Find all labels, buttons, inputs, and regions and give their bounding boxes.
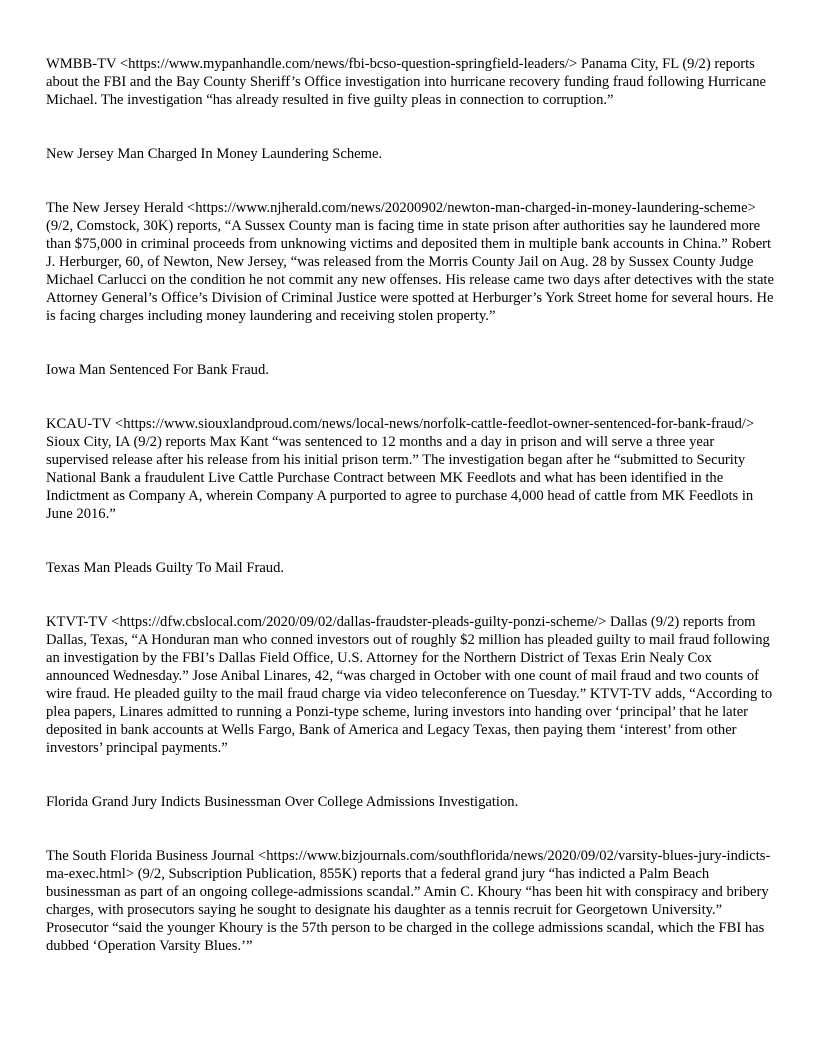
article-body-nj-money-laundering: The New Jersey Herald <https://www.njherald.com/news/20200902/newton-man-charged-in-money-laundering-scheme> (9/2, Comstock, 30K) reports, “A Sussex County man is facing time in state prison after authorities say he laundered more than $75,000 in criminal proceeds from unknowing victims and deposited them in multiple bank accounts in China.” Robert J. Herburger, 60, of Newton, New Jersey, “was released from the Morris County Jail on Aug. 28 by Sussex County Judge Michael Carlucci on the condition he not commit any new offenses. His release came two days after detectives with the state Attorney General’s Office’s Division of Criminal Justice were spotted at Herburger’s York Street home for several hours. He is facing charges including money laundering and receiving stolen property.” [46, 200, 774, 324]
headline-florida-grand-jury: Florida Grand Jury Indicts Businessman Over College Admissions Investigation. [46, 794, 519, 810]
headline-texas-mail-fraud: Texas Man Pleads Guilty To Mail Fraud. [46, 560, 285, 576]
document-page [46, 55, 774, 955]
article-body-iowa-bank-fraud: KCAU-TV <https://www.siouxlandproud.com/news/local-news/norfolk-cattle-feedlot-owner-sentenced-for-bank-fraud/> Sioux City, IA (9/2) reports Max Kant “was sentenced to 12 months and a day in prison and will serve a three year supervised release after his release from his initial prison term.” The investigation began after he “submitted to Security National Bank a fraudulent Live Cattle Purchase Contract between MK Feedlots and what has been identified in the Indictment as Company A, wherein Company A purported to agree to purchase 4,000 head of cattle from MK Feedlots in June 2016.” [46, 416, 755, 522]
headline-iowa-bank-fraud: Iowa Man Sentenced For Bank Fraud. [46, 362, 269, 378]
article-body-hurricane-fraud: WMBB-TV <https://www.mypanhandle.com/news/fbi-bcso-question-springfield-leaders/> Panama City, FL (9/2) reports about the FBI and the Bay County Sheriff’s Office investigation into hurricane recovery funding fraud following Hurricane Michael. The investigation “has already resulted in five guilty pleas in connection to corruption.” [46, 56, 767, 108]
headline-nj-money-laundering: New Jersey Man Charged In Money Laundering Scheme. [46, 146, 383, 162]
article-body-texas-mail-fraud: KTVT-TV <https://dfw.cbslocal.com/2020/09/02/dallas-fraudster-pleads-guilty-ponzi-scheme/> Dallas (9/2) reports from Dallas, Texas, “A Honduran man who conned investors out of roughly $2 million has pleaded guilty to mail fraud following an investigation by the FBI’s Dallas Field Office, U.S. Attorney for the Northern District of Texas Erin Nealy Cox announced Wednesday.” Jose Anibal Linares, 42, “was charged in October with one count of mail fraud and two counts of wire fraud. He pleaded guilty to the mail fraud charge via video teleconference on Tuesday.” KTVT-TV adds, “According to plea papers, Linares admitted to running a Ponzi-type scheme, luring investors into handing over ‘principal’ that he later deposited in bank accounts at Wells Fargo, Bank of America and Legacy Texas, then paying them ‘interest’ from other investors’ principal payments.” [46, 614, 773, 756]
article-body-florida-grand-jury: The South Florida Business Journal <https://www.bizjournals.com/southflorida/news/2020/09/02/varsity-blues-jury-indicts-ma-exec.html> (9/2, Subscription Publication, 855K) reports that a federal grand jury “has indicted a Palm Beach businessman as part of an ongoing college-admissions scandal.” Amin C. Khoury “has been hit with conspiracy and bribery charges, with prosecutors saying he sought to designate his daughter as a tennis recruit for Georgetown University.” Prosecutor “said the younger Khoury is the 57th person to be charged in the college admissions scandal, which the FBI has dubbed ‘Operation Varsity Blues.’” [46, 848, 771, 954]
